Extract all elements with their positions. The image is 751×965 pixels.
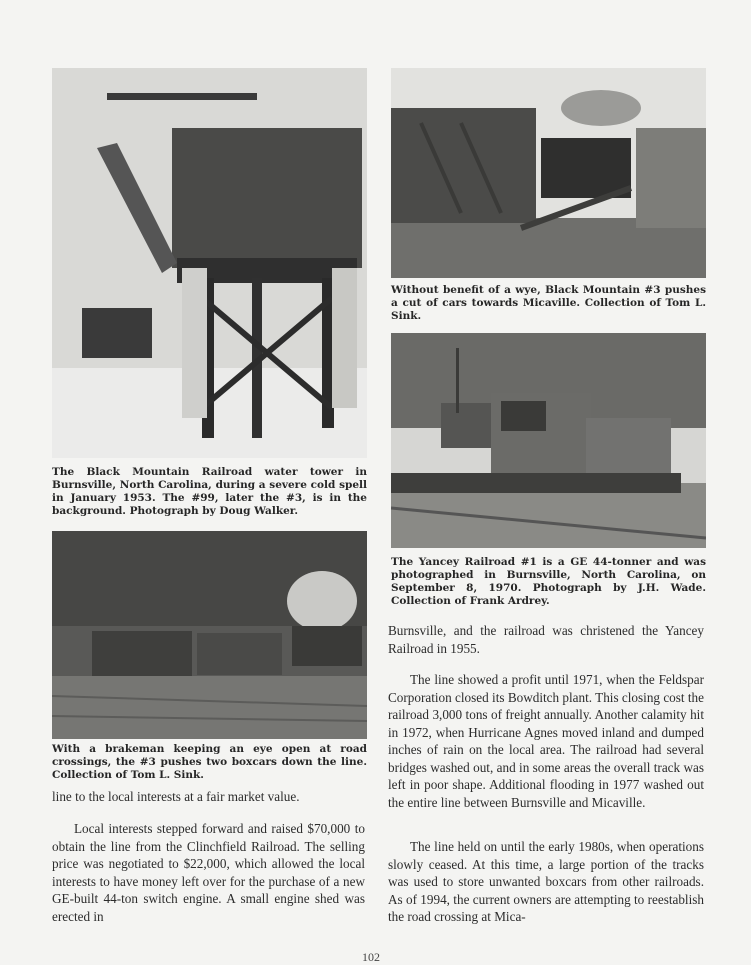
right-column-paragraph-2: The line showed a profit until 1971, when the Feldspar Corporation closed its Bowditch plant. This closing cost the railroad 3,000 tons of freight annually. Another calamity hit in 1972, when Hurricane Agnes moved inland and dumped inches of rain on the local area. The railroad had several bridges washed out, and in some areas the overall track was left in poor shape. Additional flooding in 1977 washed out the entire line between Burnsville and Micaville. [388,672,704,810]
photo-yancey-locomotive [391,333,706,548]
caption-wye: Without benefit of a wye, Black Mountain #3 pushes a cut of cars towards Micaville. Collection of Tom L. Sink. [391,284,706,322]
right-column-paragraph-3: The line held on until the early 1980s, when operations slowly ceased. At this time, a large portion of the tracks was used to store unwanted boxcars from other railroads. As of 1994, the current owners are attempting to reestablish the road crossing at Mica- [388,839,704,924]
caption-brakeman: With a brakeman keeping an eye open at road crossings, the #3 pushes two boxcars down the line. Collection of Tom L. Sink. [52,743,367,781]
photo-wye [391,68,706,278]
photo-brakeman [52,531,367,739]
left-column-paragraph-1: line to the local interests at a fair market value. [52,789,300,804]
page-number: 102 [362,950,380,964]
caption-water-tower: The Black Mountain Railroad water tower in Burnsville, North Carolina, during a severe cold spell in January 1953. The #99, later the #3, is in the background. Photograph by Doug Walker. [52,466,367,517]
photo-water-tower [52,68,367,458]
right-column-paragraph-1: Burnsville, and the railroad was christened the Yancey Railroad in 1955. [388,623,704,656]
left-column-paragraph-2: Local interests stepped forward and raised $70,000 to obtain the line from the Clinchfield Railroad. The selling price was negotiated to $22,000, which allowed the local interests to have money left over for the purchase of a new GE-built 44-ton switch engine. A small engine shed was erected in [52,821,365,924]
caption-yancey: The Yancey Railroad #1 is a GE 44-tonner and was photographed in Burnsville, North Carolina, on September 8, 1970. Photograph by J.H. Wade. Collection of Frank Ardrey. [391,556,706,607]
